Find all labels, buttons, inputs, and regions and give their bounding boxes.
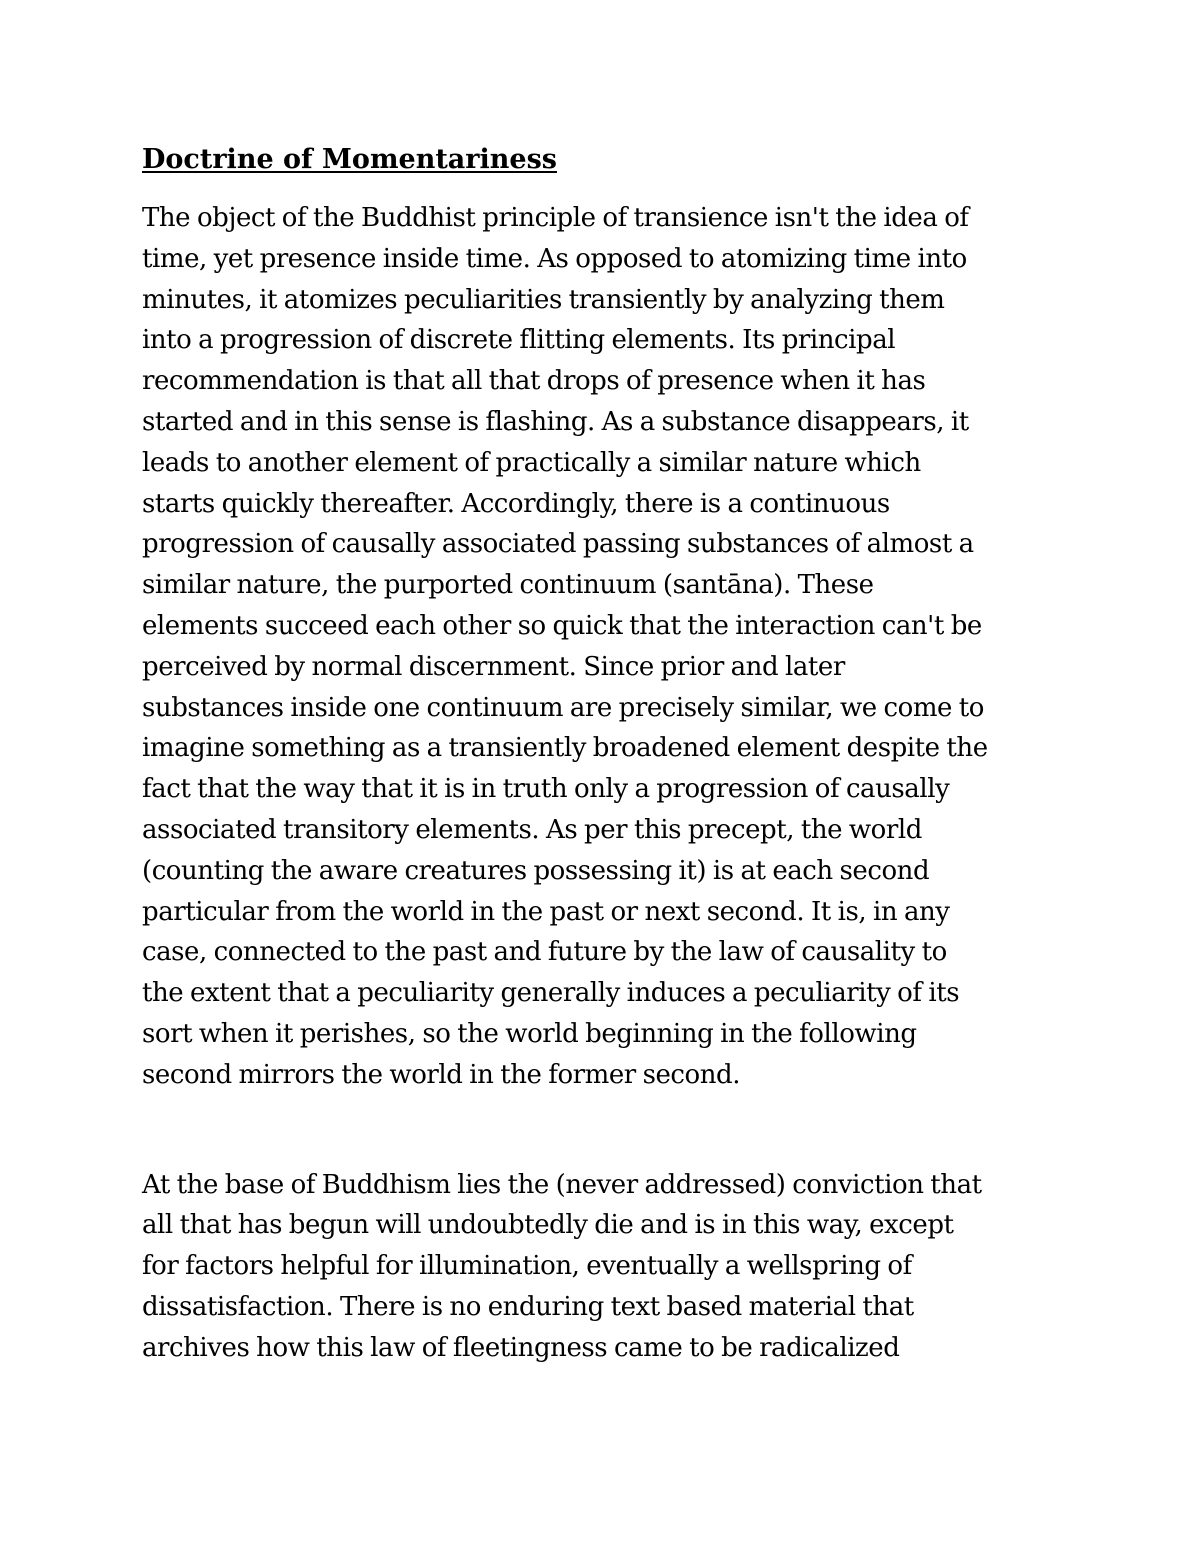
text-line: At the base of Buddhism lies the (never addressed) conviction that (142, 1169, 982, 1200)
text-line: similar nature, the purported continuum (santāna). These (142, 570, 874, 601)
text-line: archives how this law of fleetingness came to be radicalized (142, 1332, 900, 1363)
paragraph-1 (142, 198, 1072, 1096)
text-line: perceived by normal discernment. Since prior and later (142, 651, 845, 682)
text-line: the extent that a peculiarity generally induces a peculiarity of its (142, 978, 960, 1009)
text-line: all that has begun will undoubtedly die and is in this way, except (142, 1210, 954, 1241)
text-line: dissatisfaction. There is no enduring text based material that (142, 1291, 914, 1322)
text-line: sort when it perishes, so the world beginning in the following (142, 1018, 917, 1049)
document-title: Doctrine of Momentariness (142, 144, 557, 175)
text-line: The object of the Buddhist principle of transience isn't the idea of (142, 203, 969, 233)
text-line: started and in this sense is flashing. As a substance disappears, it (142, 406, 969, 437)
text-line: recommendation is that all that drops of presence when it has (142, 366, 926, 397)
text-line: time, yet presence inside time. As opposed to atomizing time into (142, 243, 967, 274)
text-line: particular from the world in the past or next second. It is, in any (142, 896, 950, 927)
document-body (142, 138, 1072, 1369)
text-line: substances inside one continuum are precisely similar, we come to (142, 692, 985, 723)
text-line: fact that the way that it is in truth only a progression of causally (142, 774, 950, 805)
text-line: for factors helpful for illumination, eventually a wellspring of (142, 1251, 912, 1282)
text-line: (counting the aware creatures possessing it) is at each second (142, 855, 930, 886)
text-line: second mirrors the world in the former second. (142, 1059, 741, 1090)
text-line: starts quickly thereafter. Accordingly, there is a continuous (142, 488, 890, 519)
text-line: imagine something as a transiently broadened element despite the (142, 733, 988, 764)
paragraph-2 (142, 1165, 1072, 1369)
text-line: associated transitory elements. As per this precept, the world (142, 814, 922, 845)
text-line: elements succeed each other so quick that the interaction can't be (142, 610, 982, 641)
text-line: progression of causally associated passing substances of almost a (142, 529, 974, 560)
text-line: into a progression of discrete flitting elements. Its principal (142, 325, 896, 356)
text-line: minutes, it atomizes peculiarities transiently by analyzing them (142, 284, 945, 315)
text-line: case, connected to the past and future by the law of causality to (142, 937, 947, 968)
text-line: leads to another element of practically a similar nature which (142, 447, 921, 478)
